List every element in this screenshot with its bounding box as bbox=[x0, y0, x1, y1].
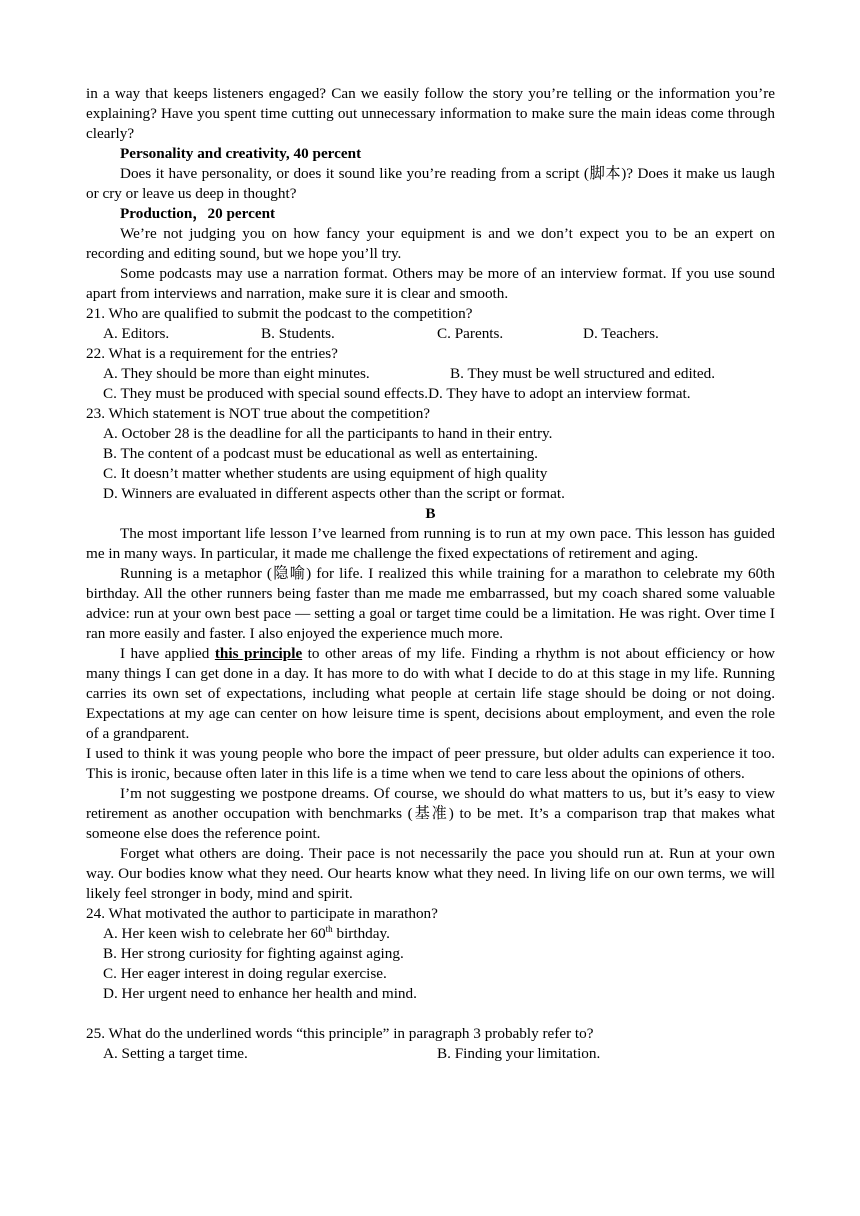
option-21-c: C. Parents. bbox=[437, 325, 504, 342]
paragraph-3-rest: to other areas of my life. Finding a rhythm is not about efficiency or how many things I can get done in a day. It has more to do with what I decide to do at this stage in my life. Running carries its own set of expectations, including what people at certain life stage should be doing or not doing. Expectations at my age can center on how leisure time is spent, decisions about employment, and even the role of a grandparent. bbox=[86, 645, 776, 742]
option-22-c: C. They must be produced with special sound effects. bbox=[103, 385, 429, 402]
option-24-a-end: birthday. bbox=[332, 925, 390, 942]
passage-b-paragraph-6: Forget what others are doing. Their pace is not necessarily the pace you should run at. Run at your own way. Our bodies know what they need. Our hearts know what they need. In living life on our own terms, we will likely feel stronger in body, mind and spirit. bbox=[86, 845, 775, 902]
section-b-heading: B bbox=[425, 505, 436, 522]
passage-b-paragraph-3 bbox=[86, 644, 775, 744]
option-23-a: A. October 28 is the deadline for all the participants to hand in their entry. bbox=[103, 425, 553, 442]
option-24-a bbox=[86, 924, 775, 944]
question-23-stem: 23. Which statement is NOT true about the competition? bbox=[86, 405, 431, 422]
spacer bbox=[86, 1004, 775, 1024]
intro-paragraph: in a way that keeps listeners engaged? Can we easily follow the story you’re telling or the information you’re explaining? Have you spent time cutting out unnecessary information to make sure the main ideas come through clearly? bbox=[86, 85, 775, 142]
question-22-options-row2 bbox=[86, 384, 775, 404]
question-21-options bbox=[86, 324, 775, 344]
question-25-stem: 25. What do the underlined words “this principle” in paragraph 3 probably refer to? bbox=[86, 1025, 594, 1042]
option-22-a: A. They should be more than eight minutes. bbox=[103, 365, 370, 382]
paragraph-3-lead: I have applied bbox=[120, 645, 215, 662]
question-22-options-row1 bbox=[86, 364, 775, 384]
question-22-stem: 22. What is a requirement for the entries? bbox=[86, 345, 338, 362]
question-24-stem: 24. What motivated the author to participate in marathon? bbox=[86, 905, 438, 922]
question-21-stem: 21. Who are qualified to submit the podcast to the competition? bbox=[86, 305, 473, 322]
heading-personality: Personality and creativity, 40 percent bbox=[120, 145, 362, 162]
option-24-c: C. Her eager interest in doing regular exercise. bbox=[103, 965, 387, 982]
option-22-d: D. They have to adopt an interview format. bbox=[428, 385, 691, 402]
paragraph-production-1: We’re not judging you on how fancy your equipment is and we don’t expect you to be an expert on recording and editing sound, but we hope you’ll try. bbox=[86, 225, 775, 262]
option-24-a-superscript: th bbox=[325, 923, 333, 934]
passage-b-paragraph-1: The most important life lesson I’ve learned from running is to run at my own pace. This lesson has guided me in many ways. In particular, it made me challenge the fixed expectations of retirement and aging. bbox=[86, 525, 775, 562]
paragraph-production-2: Some podcasts may use a narration format. Others may be more of an interview format. If you use sound apart from interviews and narration, make sure it is clear and smooth. bbox=[86, 265, 775, 302]
passage-b-paragraph-4: I used to think it was young people who bore the impact of peer pressure, but older adults can experience it too. This is ironic, because often later in this life is a time when we tend to care less about the opinions of others. bbox=[86, 745, 775, 782]
option-21-a: A. Editors. bbox=[103, 325, 170, 342]
document-page bbox=[86, 84, 775, 1064]
option-21-d: D. Teachers. bbox=[583, 325, 659, 342]
option-24-a-text: A. Her keen wish to celebrate her 60 bbox=[103, 925, 326, 942]
passage-b-paragraph-2: Running is a metaphor (隐喻) for life. I realized this while training for a marathon to celebrate my 60th birthday. All the other runners being faster than me made me embarrassed, but my coach shared some valuable advice: run at your own best pace — setting a goal or target time could be a limitation. He was right. Over time I ran more easily and faster. I also enjoyed the experience much more. bbox=[86, 565, 775, 642]
option-25-b: B. Finding your limitation. bbox=[437, 1045, 601, 1062]
option-23-c: C. It doesn’t matter whether students are using equipment of high quality bbox=[103, 465, 548, 482]
option-22-b: B. They must be well structured and edited. bbox=[450, 365, 716, 382]
question-25-options bbox=[86, 1044, 775, 1064]
heading-production: Production，20 percent bbox=[120, 205, 276, 222]
option-24-d: D. Her urgent need to enhance her health and mind. bbox=[103, 985, 417, 1002]
option-24-b: B. Her strong curiosity for fighting against aging. bbox=[103, 945, 404, 962]
option-23-d: D. Winners are evaluated in different aspects other than the script or format. bbox=[103, 485, 565, 502]
option-25-a: A. Setting a target time. bbox=[103, 1045, 248, 1062]
paragraph-personality: Does it have personality, or does it sound like you’re reading from a script (脚本)? Does it make us laugh or cry or leave us deep in thought? bbox=[86, 165, 775, 202]
passage-b-paragraph-5: I’m not suggesting we postpone dreams. Of course, we should do what matters to us, but it’s easy to view retirement as another occupation with benchmarks (基准) to be met. It’s a comparison trap that makes what someone else does the reference point. bbox=[86, 785, 775, 842]
option-23-b: B. The content of a podcast must be educational as well as entertaining. bbox=[103, 445, 538, 462]
option-21-b: B. Students. bbox=[261, 325, 335, 342]
underlined-this-principle: this principle bbox=[214, 645, 303, 662]
